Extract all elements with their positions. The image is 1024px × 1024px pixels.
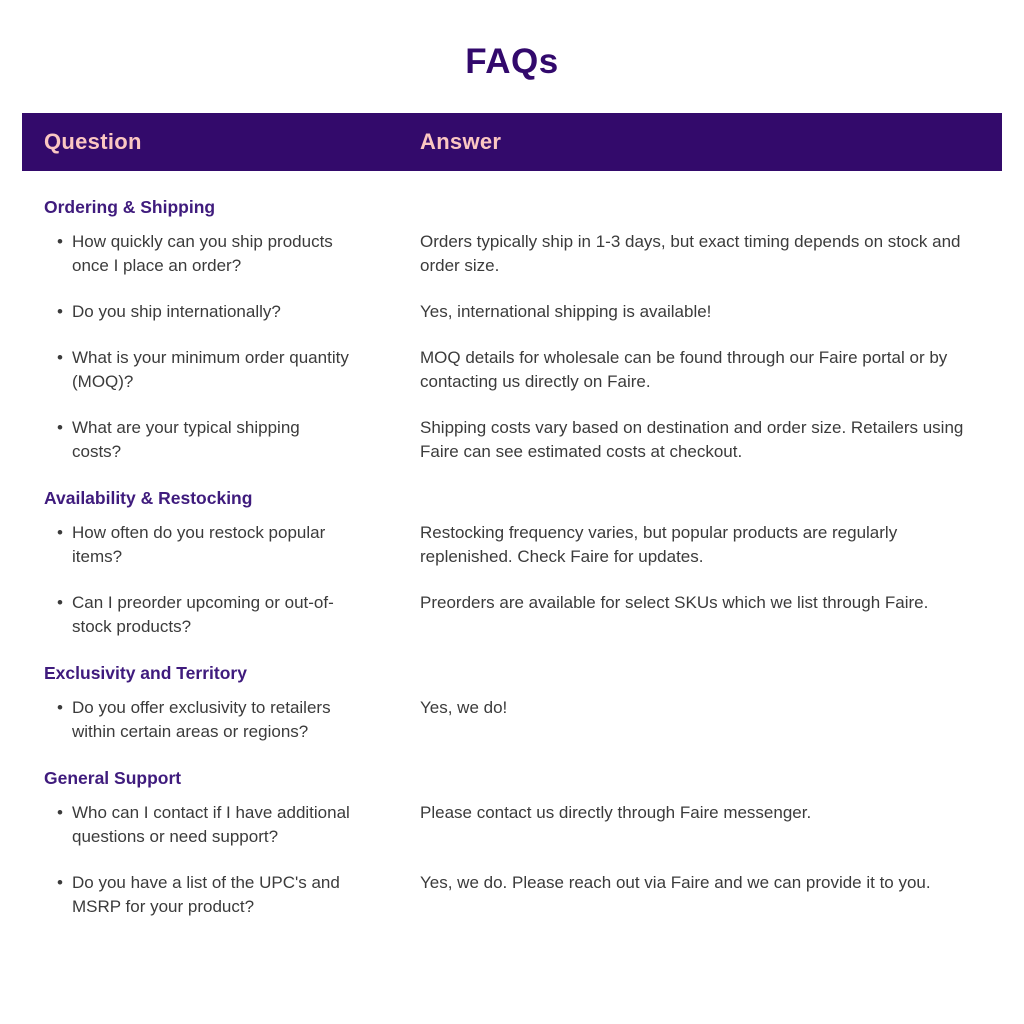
answer-text: Please contact us directly through Faire messenger.: [420, 803, 812, 822]
question-cell: [44, 521, 420, 569]
section-heading: Exclusivity and Territory: [44, 663, 247, 683]
table-header-bar: [22, 113, 1002, 171]
question-cell: [44, 300, 420, 324]
section-heading: Availability & Restocking: [44, 488, 253, 508]
page-title: FAQs: [465, 42, 559, 81]
question-cell: [44, 801, 420, 849]
bullet-icon: •: [57, 348, 63, 367]
question-text: Do you have a list of the UPC's and MSRP for your product?: [72, 873, 340, 916]
answer-text: Restocking frequency varies, but popular products are regularly replenished. Check Faire for updates.: [420, 523, 898, 566]
answer-text: MOQ details for wholesale can be found through our Faire portal or by contacting us directly on Faire.: [420, 348, 948, 391]
answer-text: Yes, we do!: [420, 698, 508, 717]
bullet-icon: •: [57, 302, 63, 321]
faq-row: [44, 591, 984, 639]
faq-row: [44, 416, 984, 464]
faq-row: [44, 801, 984, 849]
question-cell: [44, 696, 420, 744]
bullet-icon: •: [57, 873, 63, 892]
section-heading: Ordering & Shipping: [44, 197, 216, 217]
question-text: Do you offer exclusivity to retailers within certain areas or regions?: [72, 698, 331, 741]
answer-text: Orders typically ship in 1-3 days, but exact timing depends on stock and order size.: [420, 232, 961, 275]
faq-section: [44, 488, 984, 639]
faq-section: [44, 768, 984, 919]
question-text: How often do you restock popular items?: [72, 523, 326, 566]
answer-text: Preorders are available for select SKUs which we list through Faire.: [420, 593, 929, 612]
faq-row: [44, 300, 984, 324]
answer-text: Yes, we do. Please reach out via Faire and we can provide it to you.: [420, 873, 931, 892]
question-text: Can I preorder upcoming or out-of-stock products?: [72, 593, 334, 636]
question-text: How quickly can you ship products once I place an order?: [72, 232, 333, 275]
bullet-icon: •: [57, 593, 63, 612]
question-cell: [44, 871, 420, 919]
faq-section: [44, 197, 984, 464]
bullet-icon: •: [57, 803, 63, 822]
faq-content: [44, 171, 984, 1001]
answer-text: Yes, international shipping is available!: [420, 302, 712, 321]
section-heading: General Support: [44, 768, 182, 788]
question-column-header: Question: [44, 129, 142, 154]
answer-column-header: Answer: [420, 129, 502, 154]
faq-row: [44, 346, 984, 394]
faq-row: [44, 521, 984, 569]
bullet-icon: •: [57, 698, 63, 717]
question-text: Who can I contact if I have additional questions or need support?: [72, 803, 350, 846]
question-cell: [44, 346, 420, 394]
faq-section: [44, 663, 984, 744]
bullet-icon: •: [57, 418, 63, 437]
answer-text: Shipping costs vary based on destination and order size. Retailers using Faire can see estimated costs at checkout.: [420, 418, 964, 461]
question-cell: [44, 230, 420, 278]
question-text: Do you ship internationally?: [72, 302, 281, 321]
faq-row: [44, 871, 984, 919]
question-text: What are your typical shipping costs?: [72, 418, 300, 461]
faq-row: [44, 230, 984, 278]
bullet-icon: •: [57, 232, 63, 251]
question-cell: [44, 416, 420, 464]
bullet-icon: •: [57, 523, 63, 542]
question-cell: [44, 591, 420, 639]
question-text: What is your minimum order quantity (MOQ)?: [72, 348, 349, 391]
faq-row: [44, 696, 984, 744]
